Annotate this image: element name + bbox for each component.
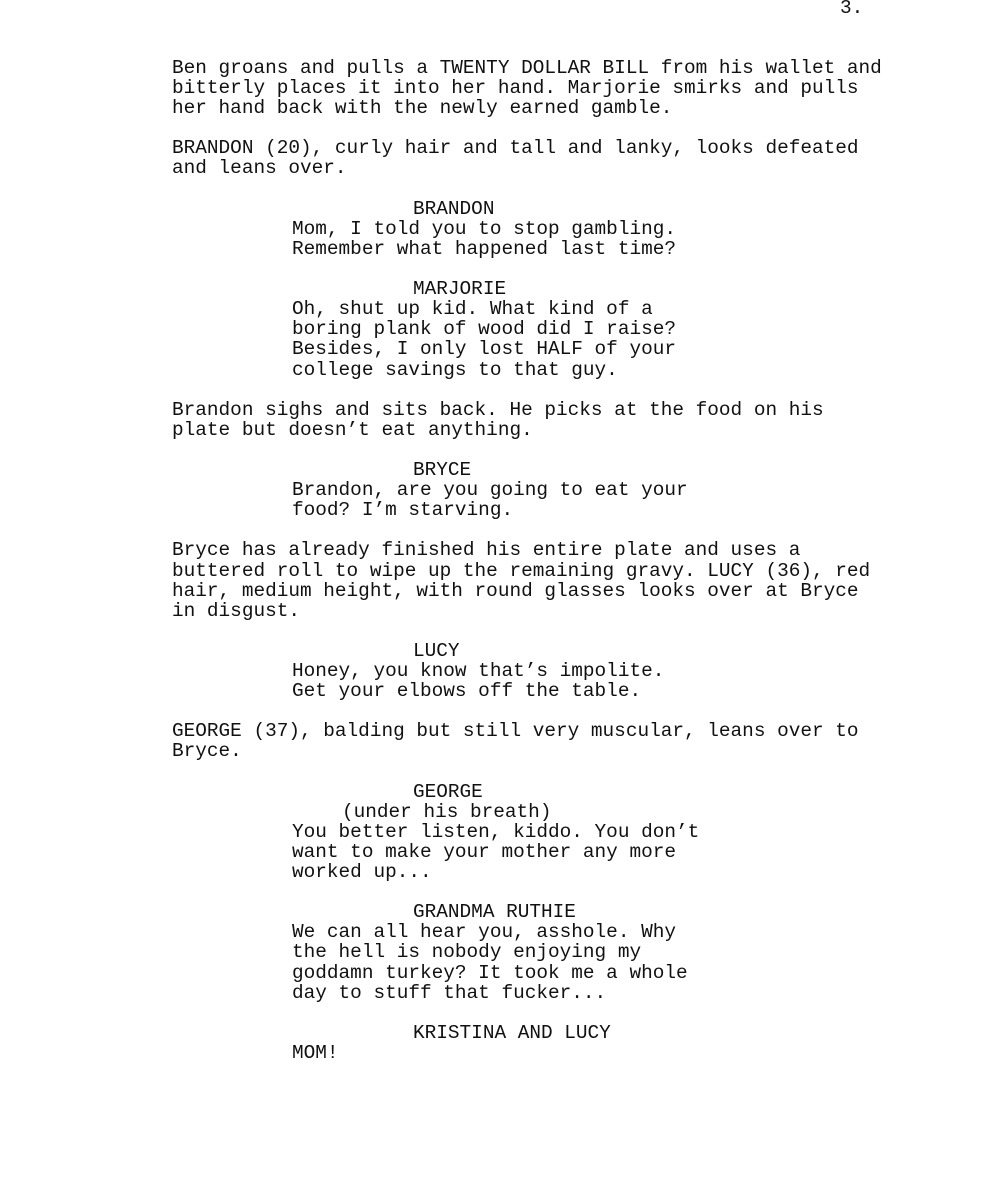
action-line: Bryce. xyxy=(172,740,242,762)
parenthetical-line: (under his breath) xyxy=(342,801,552,823)
dialogue-line: worked up... xyxy=(292,861,432,883)
dialogue-line: the hell is nobody enjoying my xyxy=(292,941,642,963)
dialogue-line: day to stuff that fucker... xyxy=(292,982,607,1004)
character-name: GRANDMA RUTHIE xyxy=(413,901,576,923)
action-line: Brandon sighs and sits back. He picks at the food on his xyxy=(172,399,824,421)
dialogue-line: food? I’m starving. xyxy=(292,499,514,521)
dialogue-line: college savings to that guy. xyxy=(292,359,618,381)
dialogue-line: Oh, shut up kid. What kind of a xyxy=(292,298,653,320)
character-name: BRYCE xyxy=(413,459,472,481)
action-line: and leans over. xyxy=(172,157,347,179)
dialogue-line: Remember what happened last time? xyxy=(292,238,676,260)
dialogue-line: boring plank of wood did I raise? xyxy=(292,318,676,340)
character-name: LUCY xyxy=(413,640,460,662)
character-name: BRANDON xyxy=(413,198,495,220)
action-line: Bryce has already finished his entire plate and uses a xyxy=(172,539,801,561)
dialogue-line: You better listen, kiddo. You don’t xyxy=(292,821,700,843)
character-name: MARJORIE xyxy=(413,278,507,300)
action-line: plate but doesn’t eat anything. xyxy=(172,419,533,441)
dialogue-line: MOM! xyxy=(292,1042,339,1064)
dialogue-line: Get your elbows off the table. xyxy=(292,680,642,702)
action-line: Ben groans and pulls a TWENTY DOLLAR BILL from his wallet and xyxy=(172,57,882,79)
dialogue-line: Honey, you know that’s impolite. xyxy=(292,660,665,682)
action-line: bitterly places it into her hand. Marjorie smirks and pulls xyxy=(172,77,859,99)
dialogue-line: goddamn turkey? It took me a whole xyxy=(292,962,688,984)
action-line: her hand back with the newly earned gamble. xyxy=(172,97,673,119)
action-line: in disgust. xyxy=(172,600,300,622)
action-line: BRANDON (20), curly hair and tall and lanky, looks defeated xyxy=(172,137,859,159)
dialogue-line: Besides, I only lost HALF of your xyxy=(292,338,676,360)
action-line: GEORGE (37), balding but still very muscular, leans over to xyxy=(172,720,859,742)
character-name: GEORGE xyxy=(413,781,483,803)
dialogue-line: We can all hear you, asshole. Why xyxy=(292,921,676,943)
dialogue-line: Brandon, are you going to eat your xyxy=(292,479,688,501)
action-line: buttered roll to wipe up the remaining gravy. LUCY (36), red xyxy=(172,560,871,582)
action-line: hair, medium height, with round glasses looks over at Bryce xyxy=(172,580,859,602)
page-number: 3. xyxy=(840,0,864,19)
dialogue-line: Mom, I told you to stop gambling. xyxy=(292,218,676,240)
dialogue-line: want to make your mother any more xyxy=(292,841,676,863)
character-name: KRISTINA AND LUCY xyxy=(413,1022,611,1044)
